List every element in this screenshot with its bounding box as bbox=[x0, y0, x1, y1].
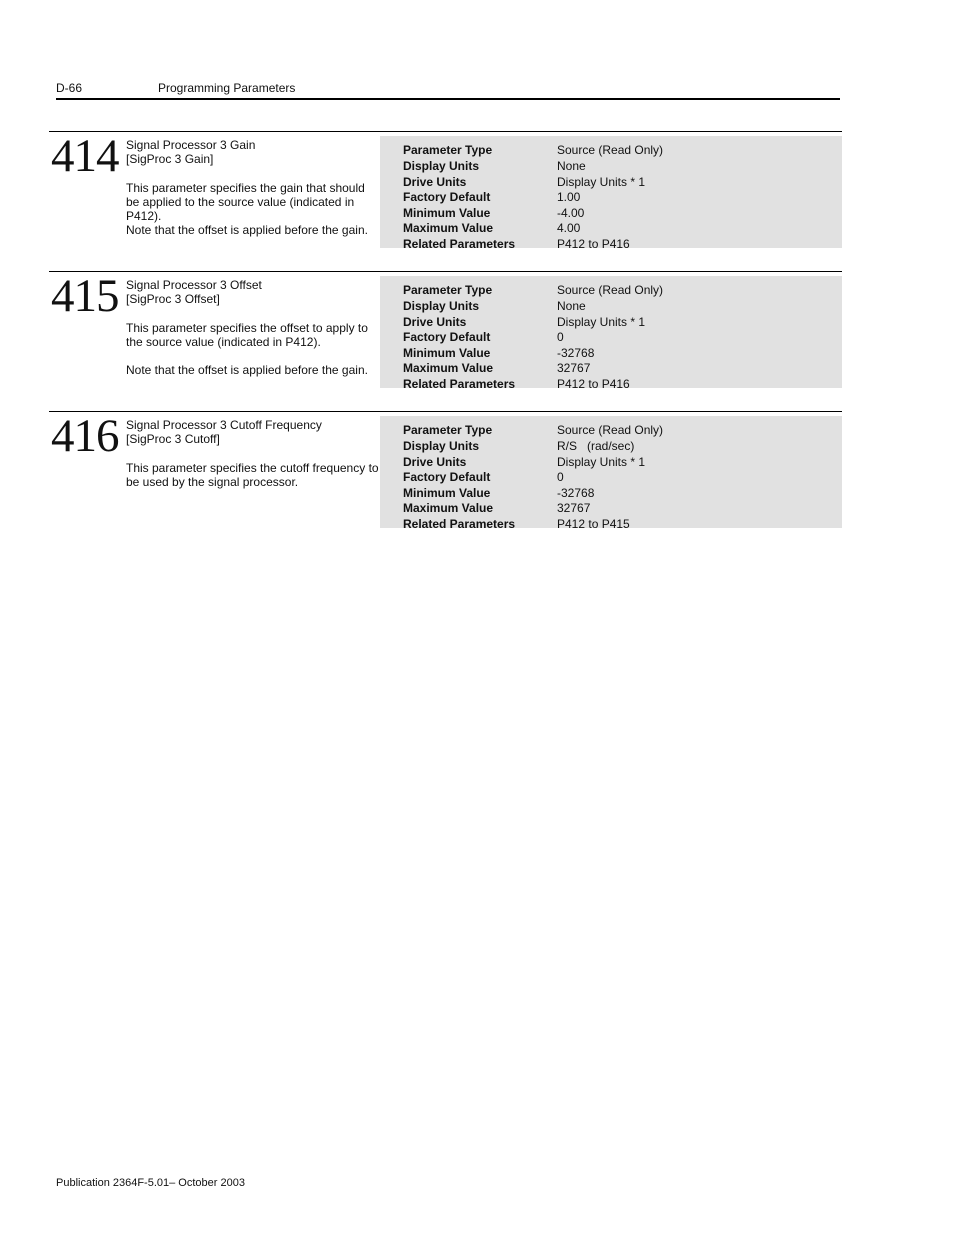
parameter-abbreviation: [SigProc 3 Offset] bbox=[126, 292, 220, 306]
spec-label-minimum-value: Minimum Value bbox=[403, 486, 491, 500]
publication-footer: Publication 2364F-5.01– October 2003 bbox=[56, 1177, 245, 1189]
spec-label-related-parameters: Related Parameters bbox=[403, 377, 516, 391]
spec-value-maximum-value: 32767 bbox=[557, 361, 591, 375]
spec-label-drive-units: Drive Units bbox=[403, 175, 467, 189]
spec-value-drive-units: Display Units * 1 bbox=[557, 175, 646, 189]
spec-label-factory-default: Factory Default bbox=[403, 470, 491, 484]
spec-value-parameter-type: Source (Read Only) bbox=[557, 423, 664, 437]
parameter-name: Signal Processor 3 Cutoff Frequency bbox=[126, 418, 322, 432]
spec-value-factory-default: 0 bbox=[557, 470, 564, 484]
spec-label-parameter-type: Parameter Type bbox=[403, 283, 493, 297]
spec-label-maximum-value: Maximum Value bbox=[403, 361, 494, 375]
spec-value-maximum-value: 4.00 bbox=[557, 221, 581, 235]
spec-label-display-units: Display Units bbox=[403, 439, 480, 453]
parameter-note: Note that the offset is applied before the gain. bbox=[126, 363, 368, 377]
spec-label-drive-units: Drive Units bbox=[403, 315, 467, 329]
spec-label-factory-default: Factory Default bbox=[403, 190, 491, 204]
parameter-number: 415 bbox=[51, 270, 119, 322]
parameter-number: 414 bbox=[51, 130, 119, 182]
parameter-note: Note that the offset is applied before the gain. bbox=[126, 223, 368, 237]
spec-value-display-units: None bbox=[557, 159, 586, 173]
spec-value-minimum-value: -32768 bbox=[557, 486, 595, 500]
spec-value-minimum-value: -32768 bbox=[557, 346, 595, 360]
parameter-rule bbox=[49, 411, 842, 412]
spec-value-factory-default: 1.00 bbox=[557, 190, 581, 204]
spec-value-related-parameters: P412 to P416 bbox=[557, 377, 630, 391]
parameter-spec-box bbox=[380, 276, 842, 391]
spec-value-maximum-value: 32767 bbox=[557, 501, 591, 515]
spec-label-minimum-value: Minimum Value bbox=[403, 346, 491, 360]
parameter-name: Signal Processor 3 Gain bbox=[126, 138, 256, 152]
parameter-name: Signal Processor 3 Offset bbox=[126, 278, 262, 292]
spec-value-drive-units: Display Units * 1 bbox=[557, 455, 646, 469]
parameter-block-416 bbox=[49, 411, 842, 529]
parameter-rule bbox=[49, 131, 842, 132]
parameter-number: 416 bbox=[51, 410, 119, 462]
parameter-abbreviation: [SigProc 3 Cutoff] bbox=[126, 432, 220, 446]
spec-value-minimum-value: -4.00 bbox=[557, 206, 585, 220]
parameter-spec-box bbox=[380, 416, 842, 531]
page-number: D-66 bbox=[56, 81, 83, 95]
spec-label-drive-units: Drive Units bbox=[403, 455, 467, 469]
parameter-block-414 bbox=[49, 131, 842, 249]
parameter-rule bbox=[49, 271, 842, 272]
spec-label-maximum-value: Maximum Value bbox=[403, 221, 494, 235]
spec-label-parameter-type: Parameter Type bbox=[403, 143, 493, 157]
parameter-description: This parameter specifies the offset to apply to the source value (indicated in P412). bbox=[126, 321, 368, 349]
parameter-description: This parameter specifies the gain that should be applied to the source value (indicated in P412). bbox=[126, 181, 365, 223]
spec-label-related-parameters: Related Parameters bbox=[403, 237, 516, 251]
spec-label-parameter-type: Parameter Type bbox=[403, 423, 493, 437]
spec-label-related-parameters: Related Parameters bbox=[403, 517, 516, 531]
section-title: Programming Parameters bbox=[158, 81, 296, 95]
spec-value-related-parameters: P412 to P416 bbox=[557, 237, 630, 251]
spec-value-parameter-type: Source (Read Only) bbox=[557, 143, 664, 157]
spec-value-parameter-type: Source (Read Only) bbox=[557, 283, 664, 297]
parameter-block-415 bbox=[49, 271, 842, 389]
parameter-abbreviation: [SigProc 3 Gain] bbox=[126, 152, 214, 166]
spec-label-maximum-value: Maximum Value bbox=[403, 501, 494, 515]
parameter-spec-box bbox=[380, 136, 842, 251]
spec-label-display-units: Display Units bbox=[403, 159, 480, 173]
spec-value-factory-default: 0 bbox=[557, 330, 564, 344]
spec-label-factory-default: Factory Default bbox=[403, 330, 491, 344]
spec-label-minimum-value: Minimum Value bbox=[403, 206, 491, 220]
spec-value-display-units: None bbox=[557, 299, 586, 313]
spec-value-related-parameters: P412 to P415 bbox=[557, 517, 630, 531]
spec-value-display-units: R/S (rad/sec) bbox=[557, 439, 635, 453]
spec-value-drive-units: Display Units * 1 bbox=[557, 315, 646, 329]
spec-label-display-units: Display Units bbox=[403, 299, 480, 313]
parameter-description: This parameter specifies the cutoff frequency to be used by the signal processor. bbox=[126, 461, 379, 489]
header-rule bbox=[56, 98, 840, 100]
